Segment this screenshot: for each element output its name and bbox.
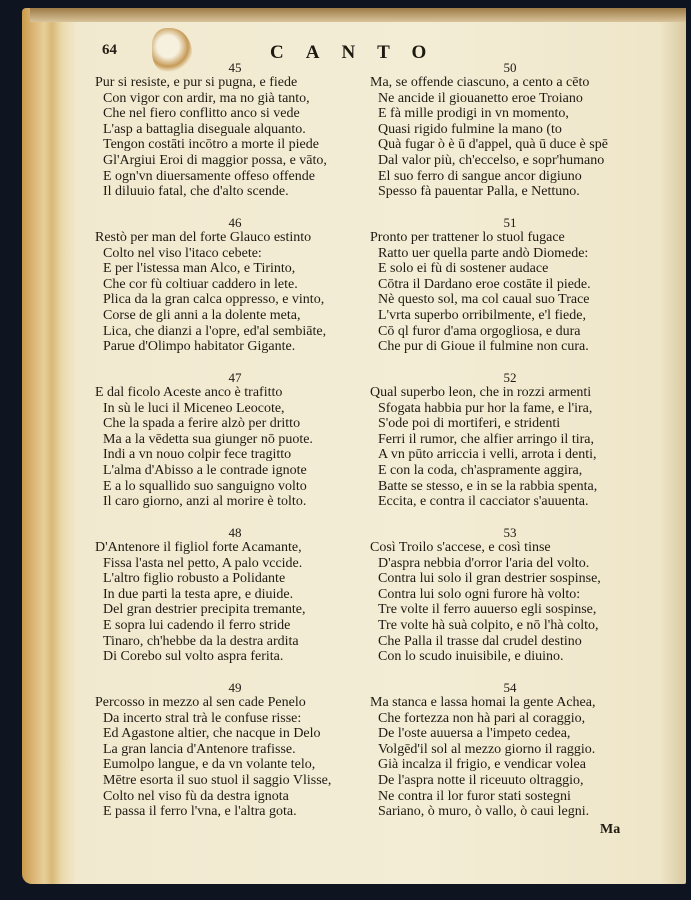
verse-line: Nè questo sol, ma col caual suo Trace bbox=[378, 292, 590, 308]
verse-line: Fissa l'asta nel petto, A palo vccide. bbox=[103, 555, 303, 571]
verse-line: Parue d'Olimpo habitator Gigante. bbox=[103, 339, 296, 355]
verse-line: D'aspra nebbia d'orror l'aria del volto. bbox=[378, 555, 590, 571]
verse-line: E solo ei fù di sostener audace bbox=[378, 261, 549, 277]
verse-line: Indi a vn nouo colpir fece tragitto bbox=[103, 447, 292, 463]
verse-line: El suo ferro di sangue ancor digiuno bbox=[378, 168, 582, 184]
stanza-number: 46 bbox=[228, 215, 242, 230]
verse-line: Di Corebo sul volto aspra ferita. bbox=[103, 649, 284, 665]
verse-line: Ne contra il lor furor stati sostegni bbox=[378, 788, 571, 804]
verse-line: Restò per man del forte Glauco estinto bbox=[95, 230, 312, 245]
verse-line: Volgēd'il sol al mezzo giorno il raggio. bbox=[378, 741, 596, 757]
verse-line: E a lo squallido suo sanguigno volto bbox=[103, 478, 307, 494]
verse-line: Sariano, ò muro, ò vallo, ò caui legni. bbox=[378, 804, 590, 820]
verse-line: Il caro giorno, anzi al morire è tolto. bbox=[103, 494, 307, 510]
verse-line: Qual superbo leon, che in rozzi armenti bbox=[370, 385, 592, 400]
verse-line: De l'aspra notte il riceuuto oltraggio, bbox=[378, 772, 584, 788]
verse-line: D'Antenore il figliol forte Acamante, bbox=[95, 540, 302, 555]
stanza-number: 51 bbox=[503, 215, 517, 230]
verse-line: Quasi rigido fulmine la mano (to bbox=[378, 121, 562, 137]
running-title: CANTO bbox=[270, 42, 449, 63]
verse-line: Che nel fiero conflitto anco si vede bbox=[103, 106, 300, 122]
stanza-number: 54 bbox=[503, 680, 517, 695]
verse-line: E con la coda, ch'aspramente aggira, bbox=[378, 462, 583, 478]
verse-line: L'alma d'Abisso a le contrade ignote bbox=[103, 462, 307, 478]
stanza-49 bbox=[95, 680, 375, 820]
verse-line: Pronto per trattener lo stuol fugace bbox=[370, 230, 565, 245]
verse-line: E fà mille prodigi in vn momento, bbox=[378, 106, 569, 122]
verse-line: Il diluuio fatal, che d'alto scende. bbox=[103, 184, 289, 200]
verse-line: In due parti la testa apre, e diuide. bbox=[103, 586, 294, 602]
verse-line: Che fortezza non hà pari al coraggio, bbox=[378, 710, 586, 726]
verse-line: In sù le luci il Miceneo Leocote, bbox=[103, 400, 285, 416]
verse-line: Ma, se offende ciascuno, a cento a cēto bbox=[370, 75, 590, 90]
verse-line: E passa il ferro l'vna, e l'altra gota. bbox=[103, 804, 297, 820]
stanza-number: 45 bbox=[228, 60, 242, 75]
stanza-number: 50 bbox=[503, 60, 517, 75]
stanza-52 bbox=[370, 370, 650, 510]
verse-line: A vn pūto arriccia i velli, arrota i denti, bbox=[378, 447, 597, 463]
verse-line: Tinaro, ch'hebbe da la destra ardita bbox=[103, 633, 299, 649]
verse-line: Ma a la vēdetta sua giunger nō puote. bbox=[103, 431, 313, 447]
stanza-50 bbox=[370, 60, 650, 200]
page-top-edge bbox=[30, 8, 686, 22]
verse-line: Gl'Argiui Eroi di maggior possa, e vāto, bbox=[103, 152, 327, 168]
catchword: Ma bbox=[600, 822, 621, 837]
verse-line: De l'oste auuersa a l'impeto cedea, bbox=[378, 726, 571, 742]
stanza-51 bbox=[370, 215, 650, 355]
verse-line: Ferri il rumor, che alfier arringo il tira, bbox=[378, 431, 594, 447]
verse-line: Del gran destrier precipita tremante, bbox=[103, 602, 306, 618]
stanza-47 bbox=[95, 370, 375, 510]
verse-line: Corse de gli anni a la dolente meta, bbox=[103, 307, 301, 323]
stanza-45 bbox=[95, 60, 375, 200]
verse-line: Spesso fà pauentar Palla, e Nettuno. bbox=[378, 184, 580, 200]
stanza-53 bbox=[370, 525, 650, 665]
stanza-48 bbox=[95, 525, 375, 665]
verse-line: Contra lui solo il gran destrier sospinse, bbox=[378, 571, 601, 587]
verse-line: Mētre esorta il suo stuol il saggio Vlisse, bbox=[103, 772, 332, 788]
verse-line: Eumolpo langue, e da vn volante telo, bbox=[103, 757, 316, 773]
verse-line: Ratto uer quella parte andò Diomede: bbox=[378, 245, 589, 261]
verse-line: Ed Agastone altier, che nacque in Delo bbox=[103, 726, 321, 742]
verse-line: Pur si resiste, e pur si pugna, e fiede bbox=[95, 75, 298, 90]
verse-line: E dal ficolo Aceste anco è trafitto bbox=[95, 385, 283, 400]
stanza-46 bbox=[95, 215, 375, 355]
verse-line: Sfogata habbia pur hor la fame, e l'ira, bbox=[378, 400, 593, 416]
verse-line: Che Palla il trasse dal crudel destino bbox=[378, 633, 582, 649]
verse-line: Percosso in mezzo al sen cade Penelo bbox=[95, 695, 306, 710]
verse-line: Ne ancide il giouanetto eroe Troiano bbox=[378, 90, 583, 106]
verse-line: Contra lui solo ogni furore hà volto: bbox=[378, 586, 581, 602]
page-number: 64 bbox=[102, 42, 117, 58]
verse-line: Tengon costāti incōtro a morte il piede bbox=[103, 137, 319, 153]
verse-line: Colto nel viso l'itaco cebete: bbox=[103, 245, 262, 261]
verse-line: Già incalza il frigio, e vendicar volea bbox=[378, 757, 586, 773]
verse-line: Cō ql furor d'ama orgogliosa, e dura bbox=[378, 323, 581, 339]
verse-line: La gran lancia d'Antenore trafisse. bbox=[103, 741, 296, 757]
stanza-number: 52 bbox=[503, 370, 517, 385]
verse-line: Che la spada a ferire alzò per dritto bbox=[103, 416, 301, 432]
verse-line: Eccita, e contra il cacciator s'auuenta. bbox=[378, 494, 589, 510]
stanza-number: 53 bbox=[503, 525, 517, 540]
verse-line: E ogn'vn diuersamente offeso offende bbox=[103, 168, 315, 184]
verse-line: S'ode poi di mortiferi, e stridenti bbox=[378, 416, 561, 432]
verse-line: L'vrta superbo orribilmente, e'l fiede, bbox=[378, 307, 586, 323]
stanza-number: 47 bbox=[228, 370, 242, 385]
verse-line: Con lo scudo inuisibile, e diuino. bbox=[378, 649, 564, 665]
verse-line: E sopra lui cadendo il ferro stride bbox=[103, 617, 291, 633]
verse-line: Dal valor più, ch'eccelso, e sopr'humano bbox=[378, 152, 605, 168]
verse-line: Che pur di Gioue il fulmine non cura. bbox=[378, 339, 589, 355]
verse-line: L'asp a battaglia diseguale alquanto. bbox=[103, 121, 306, 137]
verse-line: Ma stanca e lassa homai la gente Achea, bbox=[370, 695, 596, 710]
verse-line: Colto nel viso fù da destra ignota bbox=[103, 788, 289, 804]
stanza-number: 49 bbox=[228, 680, 242, 695]
verse-line: Plica da la gran calca oppresso, e vinto, bbox=[103, 292, 325, 308]
verse-line: Lica, che dianzi a l'opre, ed'al sembiāte, bbox=[103, 323, 327, 339]
verse-line: Che cor fù coltiuar caddero in lete. bbox=[103, 276, 298, 292]
verse-line: L'altro figlio robusto a Polidante bbox=[103, 571, 286, 587]
verse-line: Cōtra il Dardano eroe costāte il piede. bbox=[378, 276, 591, 292]
verse-line: Con vigor con ardir, ma no già tanto, bbox=[103, 90, 310, 106]
verse-line: Quà fugar ò è ū d'appel, quà ū duce è spē bbox=[378, 137, 608, 153]
verse-line: Così Troilo s'accese, e così tinse bbox=[370, 540, 551, 555]
verse-line: E per l'istessa man Alco, e Tirinto, bbox=[103, 261, 296, 277]
verse-line: Batte se stesso, e in se la rabbia spenta, bbox=[378, 478, 598, 494]
stanza-54 bbox=[370, 680, 650, 820]
verse-line: Tre volte hà suà colpito, e nō l'hà colto, bbox=[378, 617, 599, 633]
verse-line: Tre volte il ferro auuerso egli sospinse, bbox=[378, 602, 597, 618]
stanza-number: 48 bbox=[228, 525, 242, 540]
verse-line: Da incerto stral trà le confuse risse: bbox=[103, 710, 302, 726]
